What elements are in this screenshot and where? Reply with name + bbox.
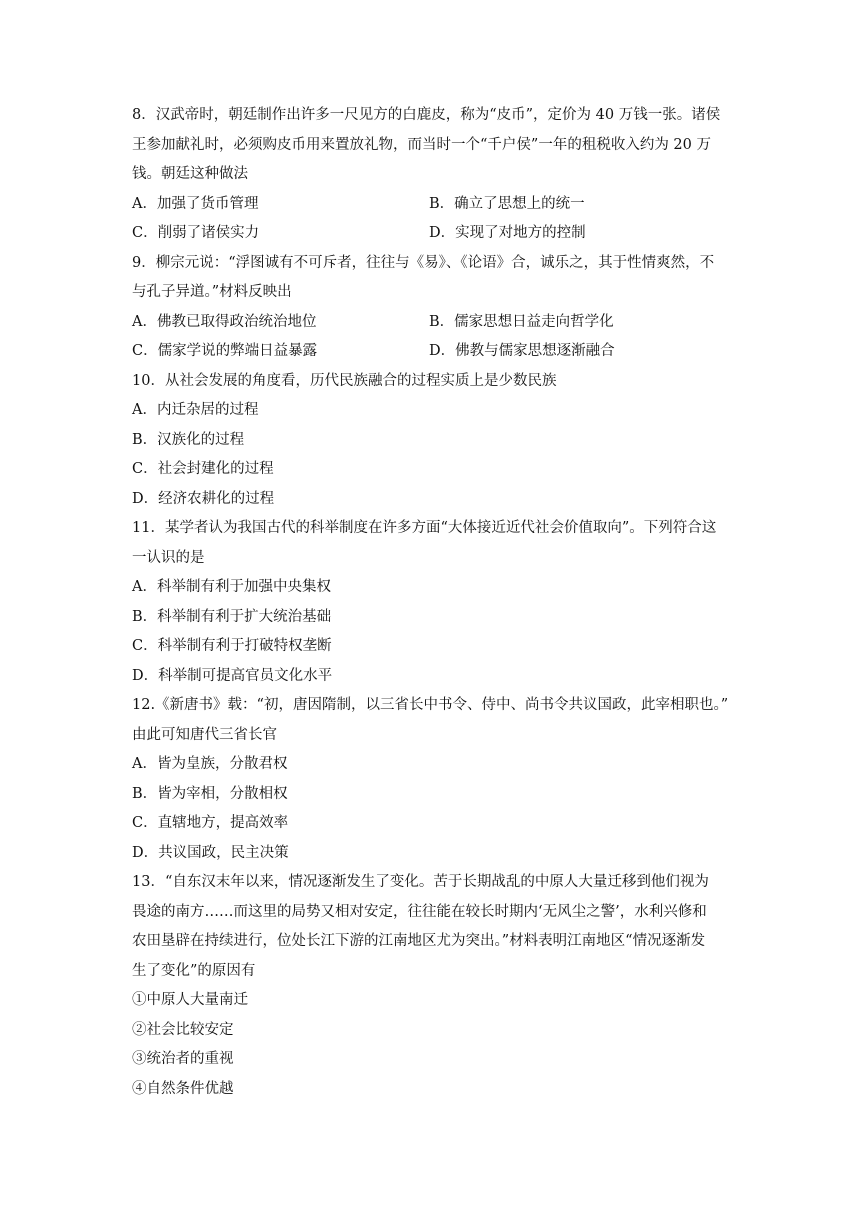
question-13-stem-line-1: 13．“自东汉末年以来，情况逐渐发生了变化。苦于长期战乱的中原人大量迁移到他们视为	[132, 874, 709, 890]
question-9-option-d[interactable]: D．佛教与儒家思想逐渐融合	[429, 343, 615, 359]
question-12-option-c[interactable]: C．直辖地方，提高效率	[132, 815, 289, 831]
question-8-option-d[interactable]: D．实现了对地方的控制	[429, 225, 586, 241]
question-list	[132, 101, 732, 1104]
question-12-option-d[interactable]: D．共议国政，民主决策	[132, 844, 289, 861]
question-12-option-a[interactable]: A．皆为皇族，分散君权	[132, 756, 288, 772]
question-8	[132, 101, 732, 249]
question-8-stem-line-2: 王参加献礼时，必须购皮币用来置放礼物，而当时一个“千户侯”一年的租税收入约为 20 万	[132, 136, 711, 153]
question-12-stem-line-2: 由此可知唐代三省长官	[132, 726, 277, 743]
question-11	[132, 514, 732, 691]
question-13-item-1: ①中原人大量南迁	[132, 992, 248, 1008]
question-9-option-b[interactable]: B．儒家思想日益走向哲学化	[429, 313, 614, 330]
question-13-item-4: ④自然条件优越	[132, 1080, 234, 1097]
question-10-stem-line-1: 10．从社会发展的角度看，历代民族融合的过程实质上是少数民族	[132, 372, 557, 389]
question-11-option-c[interactable]: C．科举制有利于打破特权垄断	[132, 638, 332, 654]
question-13-item-3: ③统治者的重视	[132, 1051, 234, 1067]
question-13-stem-line-3: 农田垦辟在持续进行，位处长江下游的江南地区尤为突出。”材料表明江南地区“情况逐渐发	[132, 933, 706, 949]
question-8-options-row-2	[132, 219, 732, 249]
question-10-option-c[interactable]: C．社会封建化的过程	[132, 461, 274, 477]
question-8-option-c[interactable]: C．削弱了诸侯实力	[132, 225, 260, 241]
question-9-options-row-1	[132, 308, 732, 338]
question-11-option-d[interactable]: D．科举制可提高官员文化水平	[132, 667, 333, 684]
question-11-stem-line-1: 11．某学者认为我国古代的科举制度在许多方面“大体接近近代社会价值取向”。下列符合这	[132, 520, 717, 536]
question-11-stem-line-2: 一认识的是	[132, 549, 205, 566]
question-13-stem-line-2: 畏途的南方……而这里的局势又相对安定，往往能在较长时期内‘无风尘之警’，水利兴修和	[132, 903, 707, 920]
question-11-option-b[interactable]: B．科举制有利于扩大统治基础	[132, 608, 332, 625]
question-8-option-a[interactable]: A．加强了货币管理	[132, 195, 259, 212]
question-10-option-b[interactable]: B．汉族化的过程	[132, 431, 245, 448]
question-12-stem-line-1: 12.《新唐书》载：“初，唐因隋制，以三省长中书令、侍中、尚书令共议国政，此宰相职也。”	[132, 697, 729, 713]
question-10-option-a[interactable]: A．内迁杂居的过程	[132, 402, 259, 418]
question-9-stem-line-2: 与孔子异道。”材料反映出	[132, 284, 292, 300]
question-9-option-a[interactable]: A．佛教已取得政治统治地位	[132, 313, 317, 330]
question-9	[132, 249, 732, 367]
question-8-stem-line-3: 钱。朝廷这种做法	[132, 166, 248, 182]
question-8-options-row-1	[132, 190, 732, 220]
question-10	[132, 367, 732, 515]
question-12	[132, 691, 732, 868]
question-9-option-c[interactable]: C．儒家学说的弊端日益暴露	[132, 343, 318, 359]
question-12-option-b[interactable]: B．皆为宰相，分散相权	[132, 785, 288, 802]
question-8-stem-line-1: 8．汉武帝时，朝廷制作出许多一尺见方的白鹿皮，称为“皮币”，定价为 40 万钱一张。诸侯	[132, 107, 721, 123]
question-13-stem-line-4: 生了变化”的原因有	[132, 962, 256, 979]
question-11-option-a[interactable]: A．科举制有利于加强中央集权	[132, 579, 331, 595]
question-10-option-d[interactable]: D．经济农耕化的过程	[132, 490, 275, 507]
question-9-stem-line-1: 9．柳宗元说：“浮图诚有不可斥者，往往与《易》、《论语》合，诚乐之，其于性情爽然，不	[132, 254, 715, 271]
question-13	[132, 868, 732, 1104]
question-13-item-2: ②社会比较安定	[132, 1021, 234, 1038]
question-9-options-row-2	[132, 337, 732, 367]
question-8-option-b[interactable]: B．确立了思想上的统一	[429, 195, 585, 212]
